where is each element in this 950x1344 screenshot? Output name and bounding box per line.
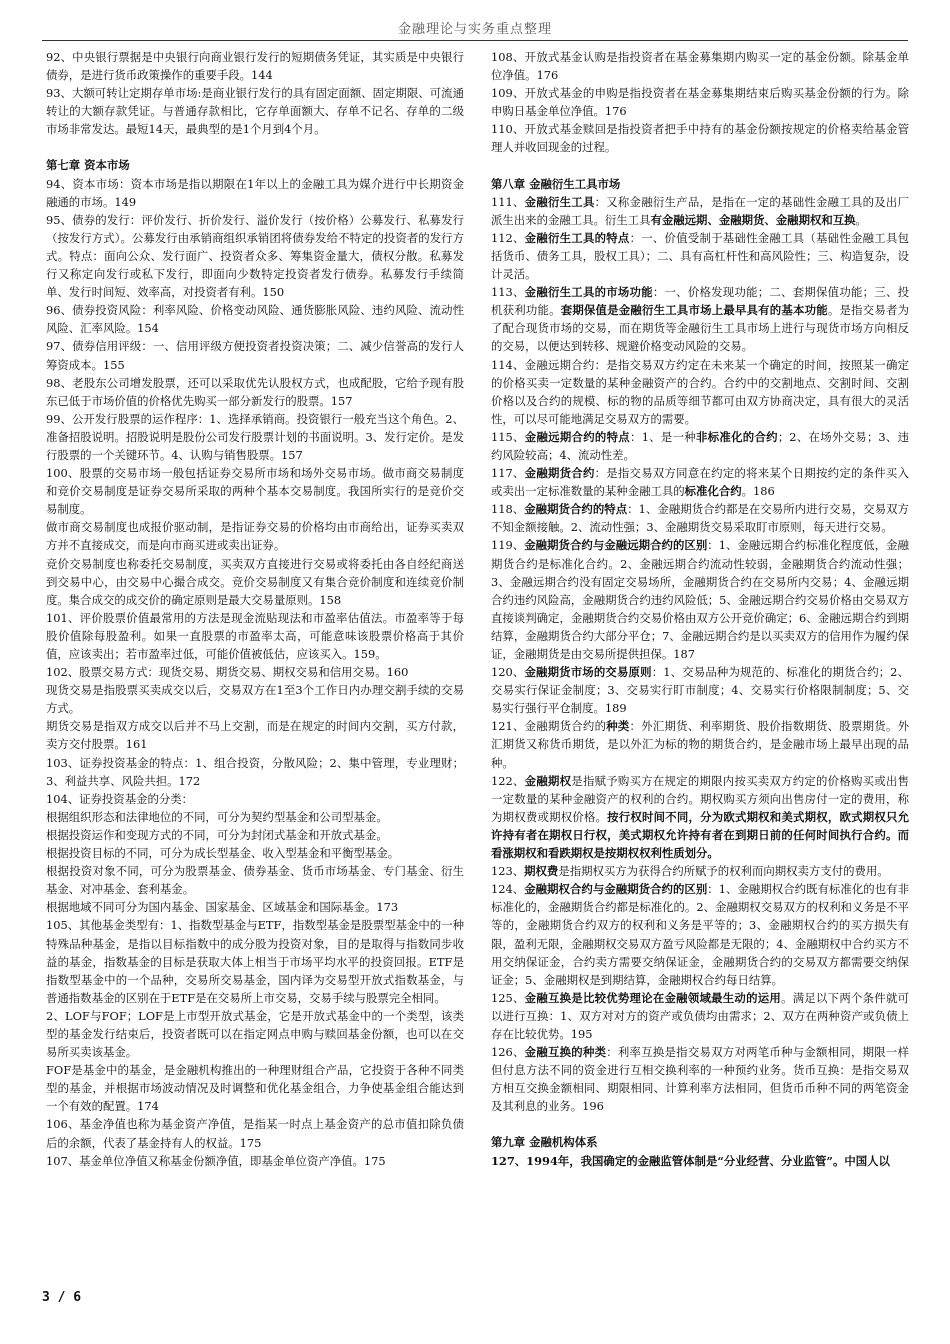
paragraph: 107、基金单位净值又称基金份额净值，即基金单位资产净值。175 [46,1153,386,1168]
paragraph: 105、其他基金类型有：1、指数型基金与ETF，指数型基金是股票型基金中的一种特殊品种基金，是指以目标指数中的成分股为投资对象，目的是取得与指数同步收益的基金，指数基金的目标是获取大体上相当于市场平均水平的投资回报。ETF是指数型基金中的一个品种，交易所交易基金，国内译为交易型开放式指数基金，与普通指数基金的区别在于ETF是在交易所上市交易，交易手续与股票完全相同。 [46,918,464,1005]
paragraph: 115、金融远期合约的特点：1、是一种非标准化的合约；2、在场外交易；3、违约风险较高；4、流动性差。 [491,429,909,462]
paragraph: 93、大额可转让定期存单市场:是商业银行发行的具有固定面额、固定期限、可流通转让的大额存款凭证。与普通存款相比，它存单面额大、存单不记名、存单的二级市场非常发达。最短14天，最典型的是1个月到4个月。 [46,86,464,137]
paragraph: 109、开放式基金的申购是指投资者在基金募集期结束后购买基金份额的行为。除申购日基金单位净值。176 [491,86,909,119]
paragraph: 94、资本市场：资本市场是指以期限在1年以上的金融工具为媒介进行中长期资金融通的市场。149 [46,176,464,209]
chapter-heading: 第九章 金融机构体系 [491,1135,598,1150]
paragraph: 2、LOF与FOF；LOF是上市型开放式基金，它是开放式基金中的一个类型，该类型的基金发行结束后，投资者既可以在指定网点申购与赎回基金份额，也可以在交易所买卖该基金。 [46,1008,464,1060]
paragraph: 92、中央银行票据是中央银行向商业银行发行的短期债务凭证，其实质是中央银行债券，是进行货币政策操作的重要手段。144 [46,50,464,83]
paragraph: 102、股票交易方式：现货交易、期货交易、期权交易和信用交易。160 [46,665,409,680]
paragraph: 104、证券投资基金的分类： [46,791,194,806]
paragraph: 期货交易是指双方成交以后并不马上交割，而是在规定的时间内交割，买方付款，卖方交付股票。161 [46,719,464,752]
chapter-heading: 第八章 金融衍生工具市场 [491,176,621,191]
paragraph: 124、金融期权合约与金融期货合约的区别：1、金融期权合约既有标准化的也有非标准化的，金融期货合约都是标准化的。2、金融期权交易双方的权利和义务是不平等的，金融期货合约双方的权利和义务是平等的；3、金融期权合约的买方损失有限，盈利无限，金融期权交易双方盈亏风险都是无限的；4、金融期权中合约买方不用交纳保证金，合约卖方需要交纳保证金，金融期货合约的交易双方都需要交纳保证金；5、金融期权是到期结算，金融期权合约每日结算。 [491,882,909,987]
paragraph: 100、股票的交易市场一般包括证券交易所市场和场外交易市场。做市商交易制度和竞价交易制度是证券交易所采取的两种个基本交易制度。我国所实行的是竞价交易制度。 [46,466,464,517]
paragraph: 做市商交易制度也成报价驱动制，是指证券交易的价格均由市商给出，证券买卖双方并不直接成交，而是向市商买进或卖出证券。 [46,520,464,553]
paragraph: 现货交易是指股票买卖成交以后，交易双方在1至3个工作日内办理交割手续的交易方式。 [46,683,464,716]
section-gap [491,157,909,166]
paragraph: 112、金融衍生工具的特点：一、价值受制于基础性金融工具（基础性金融工具包括货币、债务工具，股权工具）；二、具有高杠杆性和高风险性；三、构造复杂，设计灵活。 [491,230,909,282]
paragraph: 97、债券信用评级：一、信用评级方便投资者投资决策；二、减少信誉高的发行人筹资成本。155 [46,339,464,372]
left-column [46,48,464,1170]
paragraph: 根据投资运作和变现方式的不同，可分为封闭式基金和开放式基金。 [46,827,388,842]
paragraph: 99、公开发行股票的运作程序：1、选择承销商。投资银行一般充当这个角色。2、准备招股说明。招股说明是股份公司发行股票计划的书面说明。3、发行定价。是发行股票的一个关键环节。4、认购与销售股票。157 [46,411,464,462]
section-gap [46,138,464,147]
paragraph: 110、开放式基金赎回是指投资者把手中持有的基金份额按规定的价格卖给基金管理人并收回现金的过程。 [491,122,909,155]
chapter-heading: 第七章 资本市场 [46,158,130,173]
paragraph: 119、金融期货合约与金融远期合约的区别：1、金融远期合约标准化程度低，金融期货合约是标准化合约。2、金融远期合约流动性较弱，金融期货合约流动性强；3、金融远期合约没有固定交易场所，金融期货合约在交易所内交易；4、金融远期合约违约风险高，金融期货合约违约风险低；5、金融远期合约交易价格由交易双方直接谈判确定，金融期货合约交易价格由双方公开竞价确定；6、金融远期合约到期结算，金融期货合约大部分平仓；7、金融远期合约是以买卖双方的信用作为履约保证，金融期货是由交易所提供担保。187 [491,538,909,661]
running-header: 金融理论与实务重点整理 [42,18,908,41]
paragraph: 118、金融期货合约的特点：1、金融期货合约都是在交易所内进行交易，交易双方不知金额接触。2、流动性强；3、金融期货交易采取盯市原则，每天进行交易。 [491,502,909,535]
paragraph: 95、债券的发行：评价发行、折价发行、溢价发行（按价格）公募发行、私募发行（按发行方式）。公募发行由承销商组织承销团将债券发给不特定的投资者的发行方式。特点：面向公众、发行面广、投资者众多、筹集资金量大，债权分散。私募发行又称定向发行或私下发行，即面向少数特定投资者发行债券。私募发行手续简单、发行时间短、效率高，对投资者有利。150 [46,212,464,300]
paragraph: 122、金融期权是指赋予购买方在规定的期限内按买卖双方约定的价格购买或出售一定数量的某种金融资产的权利的合约。期权购买方须向出售房付一定的费用，称为期权费或期权价格。按行权时间不同，分为欧式期权和美式期权，欧式期权只允许持有者在期权日行权，美式期权允许持有者在到期日前的任何时间执行合约。而看涨期权和看跌期权是按期权权利性质划分。 [491,773,909,861]
paragraph: 96、债券投资风险：利率风险、价格变动风险、通货膨胀风险、违约风险、流动性风险、汇率风险。154 [46,303,464,336]
paragraph: 106、基金净值也称为基金资产净值，是指某一时点上基金资产的总市值扣除负债后的余额，代表了基金持有人的权益。175 [46,1117,464,1150]
right-column [491,48,909,1170]
page-number: 3 / 6 [42,1290,82,1305]
paragraph: 103、证券投资基金的特点：1、组合投资，分散风险；2、集中管理，专业理财；3、利益共享、风险共担。172 [46,755,464,788]
paragraph: 根据投资目标的不同，可分为成长型基金、收入型基金和平衡型基金。 [46,846,400,861]
paragraph: 121、金融期货合约的种类：外汇期货、利率期货、股价指数期货、股票期货。外汇期货又称货币期货，是以外汇为标的物的期货合约，是金融市场上最早出现的品种。 [491,719,909,770]
paragraph: 117、金融期货合约：是指交易双方同意在约定的将来某个日期按约定的条件买入或卖出一定标准数量的某种金融工具的标准化合约。186 [491,466,909,499]
paragraph: 113、金融衍生工具的市场功能：一、价格发现功能；二、套期保值功能；三、投机获利功能。套期保值是金融衍生工具市场上最早具有的基本功能。是指交易者为了配合现货市场的交易，而在期货等金融衍生工具市场上进行与现货市场方向相反的交易，以便达到转移、规避价格变动风险的交易。 [491,285,909,354]
paragraph: 101、评价股票价值最常用的方法是现金流贴现法和市盈率估值法。市盈率等于每股价值除每股盈利。如果一直股票的市盈率太高，可能意味该股票价格高于其价值，应该卖出；若市盈率过低，可能价值被低估，应该买入。159。 [46,610,464,661]
section-gap [491,1115,909,1124]
paragraph: 120、金融期货市场的交易原则：1、交易品种为规范的、标准化的期货合约；2、交易实行保证金制度；3、交易实行盯市制度；4、交易实行价格限制制度；5、交易实行强行平仓制度。189 [491,665,909,716]
paragraph: 根据投资对象不同，可分为股票基金、债券基金、货币市场基金、专门基金、衍生基金、对冲基金、套利基金。 [46,864,464,897]
paragraph: 126、金融互换的种类：利率互换是指交易双方对两笔币种与金额相同，期限一样但付息方法不同的资金进行互相交换利率的一种预约业务。货币互换：是指交易双方相互交换金额相同、期限相同、计算利率方法相同，但货币币种不同的两笔资金及其利息的业务。196 [491,1045,909,1114]
paragraph: 根据地域不同可分为国内基金、国家基金、区域基金和国际基金。173 [46,900,399,915]
paragraph: FOF是基金中的基金，是金融机构推出的一种理财组合产品，它投资于各种不同类型的基金，并根据市场波动情况及时调整和优化基金组合，力争使基金组合能达到一个有效的配置。174 [46,1063,464,1114]
paragraph: 根据组织形态和法律地位的不同，可分为契约型基金和公司型基金。 [46,809,388,824]
paragraph: 98、老股东公司增发股票，还可以采取优先认股权方式，也成配股，它给予现有股东已低于市场价值的价格优先购买一部分新发行的股票。157 [46,375,464,408]
paragraph: 123、期权费是指期权买方为获得合约所赋予的权利而向期权卖方支付的费用。 [491,864,889,879]
paragraph: 127、1994年，我国确定的金融监管体制是“分业经营、分业监管”。中国人以 [491,1153,890,1168]
paragraph: 108、开放式基金认购是指投资者在基金募集期内购买一定的基金份额。除基金单位净值。176 [491,50,909,83]
paragraph: 114、金融远期合约：是指交易双方约定在未来某一个确定的时间，按照某一确定的价格买卖一定数量的某种金融资产的合约。合约中的交割地点、交割时间、交割价格以及合约的规模、标的物的品质等细节都可由双方协商决定，具有很大的灵活性，可以尽可能地满足交易双方的需要。 [491,357,909,426]
paragraph: 111、金融衍生工具：又称金融衍生产品，是指在一定的基础性金融工具的及出厂派生出来的金融工具。衍生工具有金融远期、金融期货、金融期权和互换。 [491,194,909,227]
paragraph: 竞价交易制度也称委托交易制度，买卖双方直接进行交易或将委托由各自经纪商送到交易中心，由交易中心撮合成交。竞价交易制度又有集合竞价制度和连续竞价制度。集合成交的成交价的确定原则是最大交易量原则。158 [46,556,464,607]
paragraph: 125、金融互换是比较优势理论在金融领域最生动的运用。满足以下两个条件就可以进行互换：1、双方对对方的资产或负债均由需求；2、双方在两种资产或负债上存在比较优势。195 [491,990,909,1041]
